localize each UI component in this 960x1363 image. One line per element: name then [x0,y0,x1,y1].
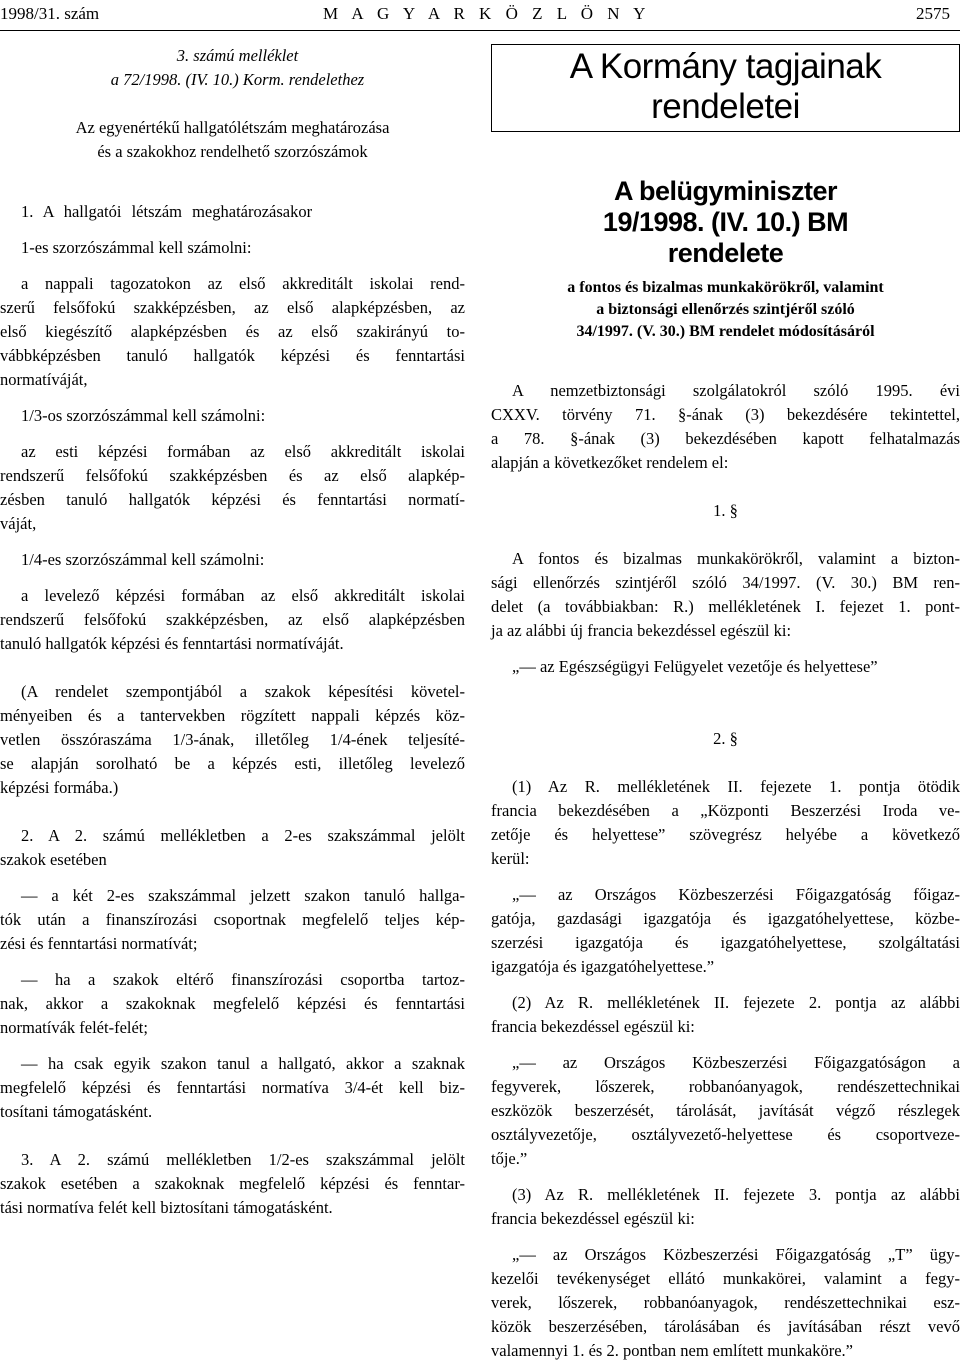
paragraph-2-item-2: — ha a szakok eltérő finanszírozási csoportba tartoz- nak, akkor a szakoknak megfelelő képzési és fenntartási normatívák felét-felét; [0,970,465,1037]
annex-title-line2: és a szakokhoz rendelhető szorzószámok [97,142,368,161]
section-2-paragraph-3: (3) Az R. mellékletének II. fejezete 3. pontja az alábbi francia bekezdéssel egészül ki: [491,1185,960,1228]
section-title-line1: A Kormány tagjainak [569,47,882,86]
page-header-page-number: 2575 [916,4,950,23]
paragraph-day-courses: a nappali tagozatokon az első akkreditált iskolai rend- szerű felsőfokú szakképzésben, az első alapképzésben, az első kiegészítő alapképzésben és az első szakirányú to- vábbképzésben tanuló hallgatók képzési és fenntartási normatíváját, [0,274,465,389]
left-column [0,44,465,1220]
paragraph-evening-courses: az esti képzési formában az első akkreditált iskolai rendszerű felsőfokú szakképzésben és az első alapkép- zésben tanuló hallgatók képzési és fenntartási normatí- váját, [0,442,465,533]
section-1-quote: „— az Egészségügyi Felügyelet vezetője és helyettese” [512,657,878,676]
section-1-heading: 1. § [713,501,738,520]
page-header-journal: M A G Y A R K Ö Z L Ö N Y [323,4,651,23]
paragraph-note: (A rendelet szempontjából a szakok képesítési követel- ményeiben és a tantervekben rögzített nappali képzés köz- vetlen összóraszáma 1/3-ának, illetőleg 1/4-ének teljesíté- se alapján sorolható be a képzés esti, illetőleg levelező képzési formába.) [0,682,465,797]
annex-label: 3. számú melléklet [176,46,299,65]
paragraph-2-item-3: — ha csak egyik szakon tanul a hallgató, akkor a szaknak megfelelő képzési és fenntartási normatíva 3/4-ét kell biz- tosítani támogatásként. [0,1054,465,1121]
multiplier-1-heading: 1-es szorzószámmal kell számolni: [21,238,252,257]
annex-reference: a 72/1998. (IV. 10.) Korm. rendelethez [110,70,365,89]
paragraph-3: 3. A 2. számú mellékletben 1/2-es szakszámmal jelölt szakok esetében a szakoknak megfelelő képzési és fenntar- tási normatíva felét kell biztosítani támogatásként. [0,1150,465,1217]
paragraph-2-item-1: — a két 2-es szakszámmal jelzett szakon tanuló hallga- tók után a finanszírozási csoportnak megfelelő teljes kép- zési és fenntartási normatívát; [0,886,465,953]
header-rule [0,30,960,31]
section-title-line2: rendeletei [651,87,800,126]
section-1-text: A fontos és bizalmas munkakörökről, valamint a bizton- sági ellenőrzés szintjéről szóló 34/1997. (V. 30.) BM ren- delet (a továbbiakban: R.) mellékletének I. fejezet 1. pont- ja az alábbi új francia bekezdéssel egészül ki: [491,549,960,640]
decree-label: rendelete [667,238,784,268]
annex-title-line1: Az egyenértékű hallgatólétszám meghatározása [75,118,390,137]
decree-number: 19/1998. (IV. 10.) BM [602,207,849,237]
section-2-paragraph-2: (2) Az R. mellékletének II. fejezete 2. pontja az alábbi francia bekezdéssel egészül ki: [491,993,960,1036]
preamble: A nemzetbiztonsági szolgálatokról szóló 1995. évi CXXV. törvény 71. §-ának (3) bekezdésére tekintettel, a 78. §-ának (3) bekezdésében kapott felhatalmazás alapján a következőket rendelem el: [491,381,960,472]
section-2-paragraph-1: (1) Az R. mellékletének II. fejezete 1. pontja ötödik francia bekezdésében a „Központi Beszerzési Iroda ve- zetője és helyettese” szövegrész helyébe a következő kerül: [491,777,960,868]
minister-name: A belügyminiszter [613,176,838,206]
decree-subtitle: a fontos és bizalmas munkakörökről, valamint a biztonsági ellenőrzés szintjéről szóló 34/1997. (V. 30.) BM rendelet módosításáról [567,279,884,340]
multiplier-1-3-heading: 1/3-os szorzószámmal kell számolni: [21,406,266,425]
section-2-heading: 2. § [713,729,738,748]
section-title-box [491,44,960,132]
section-2-quote-1: „— az Országos Közbeszerzési Főigazgatóság főigaz- gatója, gazdasági igazgatója és igazgatóhelyettese, közbe- szerzési igazgatója és igazgatóhelyettese, szolgáltatási igazgatója és igazgatóhelyettese.” [491,885,960,976]
page-header-issue: 1998/31. szám [0,4,100,23]
paragraph-1: 1. A hallgatói létszám meghatározásakor [21,202,313,221]
multiplier-1-4-heading: 1/4-es szorzószámmal kell számolni: [21,550,265,569]
paragraph-2: 2. A 2. számú mellékletben a 2-es szakszámmal jelölt szakok esetében [0,826,465,869]
section-2-quote-3: „— az Országos Közbeszerzési Főigazgatóság „T” ügy- kezelői tevékenységet ellátó munkakörei, valamint a fegy- verek, lőszerek, robbanóanyagok, rendészettechnikai esz- közök beszerzésében, tárolásában és javításában részt vevő valamennyi 1. és 2. pontban nem említett munkaköre.” [491,1245,960,1360]
paragraph-correspondence-courses: a levelező képzési formában az első akkreditált iskolai rendszerű felsőfokú szakképzésben, az első alapképzésben tanuló hallgatók képzési és fenntartási normatíváját. [0,586,465,653]
right-column [491,44,960,1363]
section-2-quote-2: „— az Országos Közbeszerzési Főigazgatóságon a fegyverek, lőszerek, robbanóanyagok, rendészettechnikai eszközök beszerzését, tárolását, javítását végző részlegek osztályvezetője, osztályvezető-helyettese és csoportveze- tője.” [491,1053,960,1168]
